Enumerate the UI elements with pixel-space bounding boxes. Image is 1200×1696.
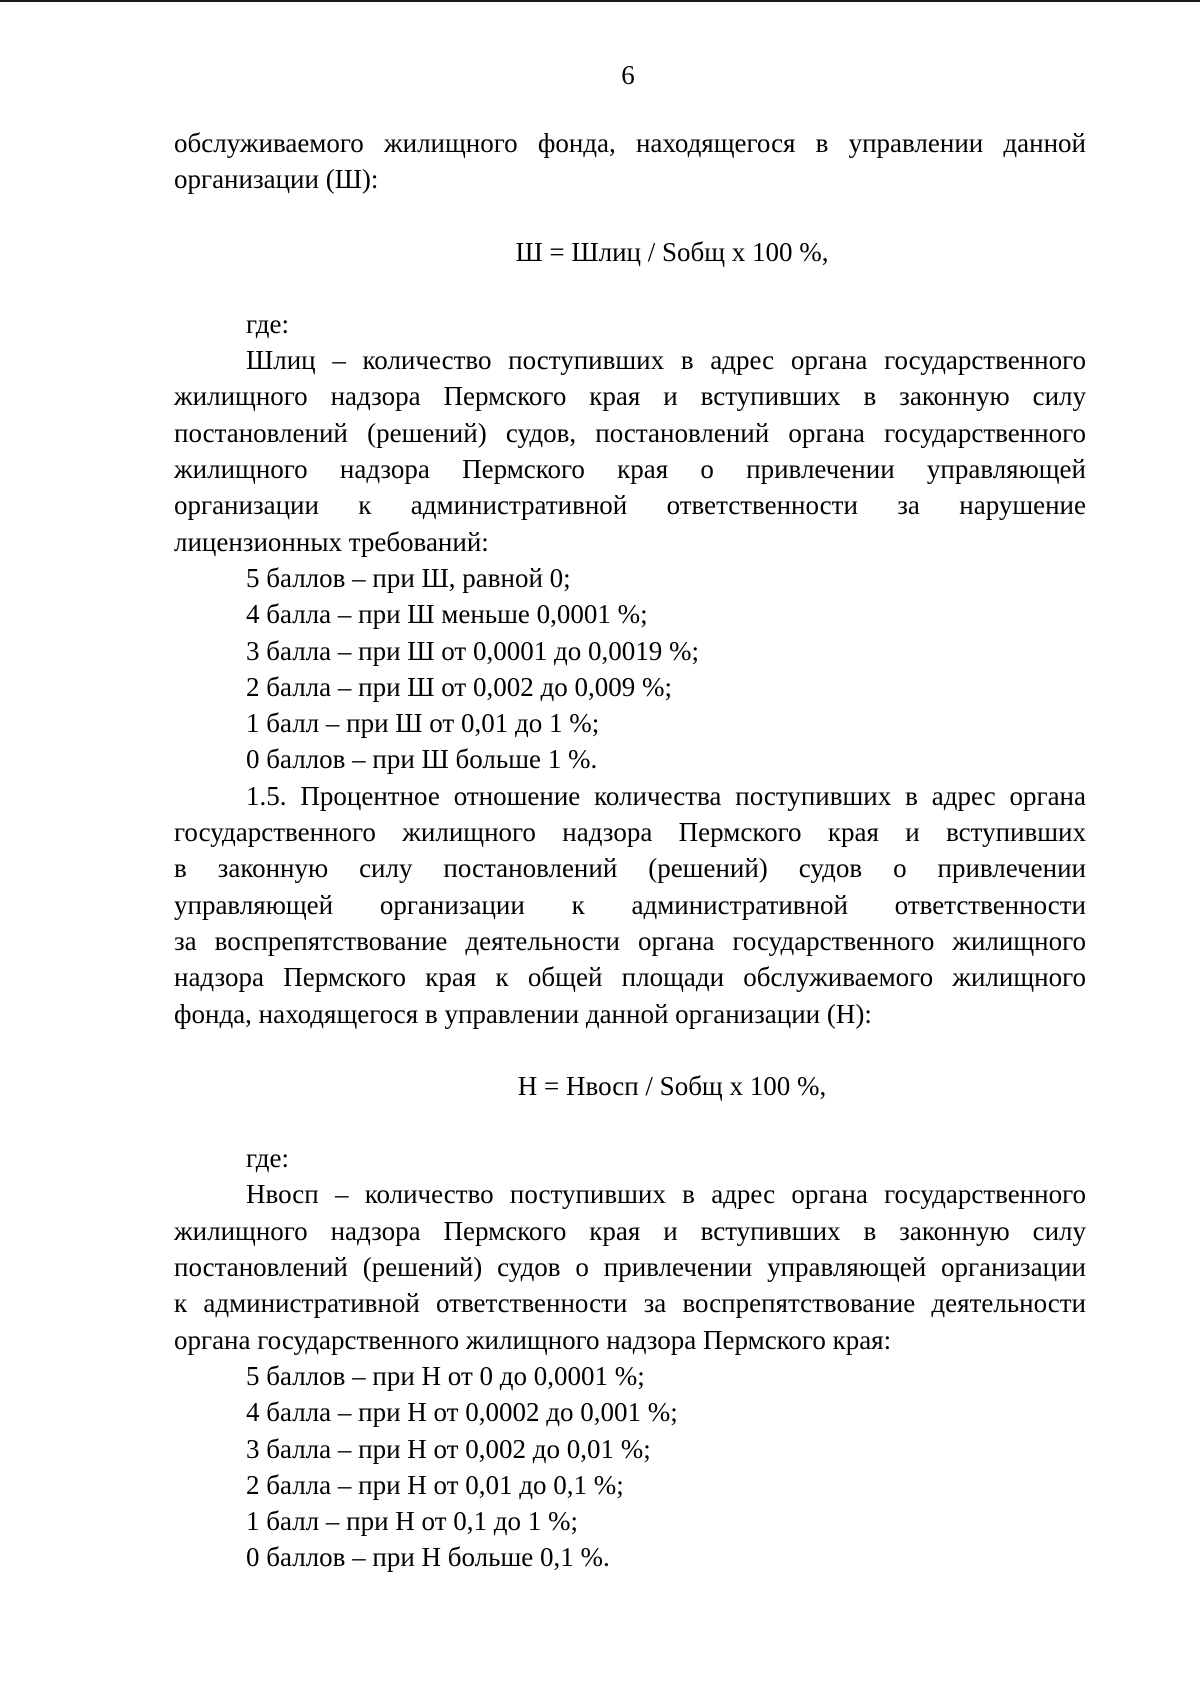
page-number: 6 [621, 60, 635, 90]
score-item: 4 балла – при Ш меньше 0,0001 %; [246, 599, 648, 630]
score-item: 5 баллов – при Н от 0 до 0,0001 %; [246, 1360, 645, 1391]
document-body [174, 125, 1086, 1576]
text-line: управляющей организации к административной ответственности [174, 889, 1086, 920]
score-item: 2 балла – при Н от 0,01 до 0,1 %; [246, 1469, 624, 1500]
score-item: 4 балла – при Н от 0,0002 до 0,001 %; [246, 1397, 678, 1428]
text-line: Нвосп – количество поступивших в адрес органа государственного [246, 1179, 1086, 1210]
text-line: жилищного надзора Пермского края и вступивших в законную силу [174, 1215, 1086, 1246]
formula-sh: Ш = Шлиц / Sобщ х 100 %, [515, 236, 829, 267]
text-line: надзора Пермского края к общей площади обслуживаемого жилищного [174, 962, 1086, 993]
scores-sh-list [174, 560, 1086, 778]
text-line: за воспрепятствование деятельности органа государственного жилищного [174, 925, 1086, 956]
score-item: 0 баллов – при Ш больше 1 %. [246, 744, 598, 775]
text-line: жилищного надзора Пермского края о привлечении управляющей [174, 454, 1086, 485]
text-line: постановлений (решений) судов о привлечении управляющей организации [174, 1252, 1086, 1283]
text-line: постановлений (решений) судов, постановлений органа государственного [174, 417, 1086, 448]
text-line: лицензионных требований: [174, 526, 489, 557]
section-1-5-paragraph [174, 778, 1086, 1032]
score-item: 1 балл – при Ш от 0,01 до 1 %; [246, 708, 600, 739]
text-line: жилищного надзора Пермского края и вступивших в законную силу [174, 381, 1086, 412]
scores-n-list [174, 1358, 1086, 1576]
where-label: где: [246, 308, 289, 339]
score-item: 5 баллов – при Ш, равной 0; [246, 562, 571, 593]
text-line: фонда, находящегося в управлении данной организации (Н): [174, 998, 872, 1029]
text-line: органа государственного жилищного надзора Пермского края: [174, 1324, 892, 1355]
text-line: организации (Ш): [174, 164, 379, 195]
text-line: обслуживаемого жилищного фонда, находящегося в управлении данной [174, 128, 1086, 158]
text-line: в законную силу постановлений (решений) судов о привлечении [174, 853, 1086, 884]
score-item: 3 балла – при Ш от 0,0001 до 0,0019 %; [246, 635, 699, 666]
text-line: организации к административной ответственности за нарушение [174, 490, 1086, 521]
text-line: к административной ответственности за воспрепятствование деятельности [174, 1288, 1086, 1319]
definition-n-paragraph [174, 1176, 1086, 1357]
score-item: 0 баллов – при Н больше 0,1 %. [246, 1542, 610, 1573]
intro-paragraph [174, 125, 1086, 198]
definition-sh-paragraph [174, 342, 1086, 560]
score-item: 2 балла – при Ш от 0,002 до 0,009 %; [246, 671, 672, 702]
text-line: Шлиц – количество поступивших в адрес органа государственного [246, 345, 1086, 376]
text-line: государственного жилищного надзора Пермского края и вступивших [174, 817, 1086, 848]
formula-n: Н = Нвосп / Sобщ х 100 %, [517, 1070, 827, 1101]
where-label: где: [246, 1143, 289, 1174]
score-item: 3 балла – при Н от 0,002 до 0,01 %; [246, 1433, 651, 1464]
text-line: 1.5. Процентное отношение количества поступивших в адрес органа [246, 780, 1086, 811]
score-item: 1 балл – при Н от 0,1 до 1 %; [246, 1506, 578, 1537]
